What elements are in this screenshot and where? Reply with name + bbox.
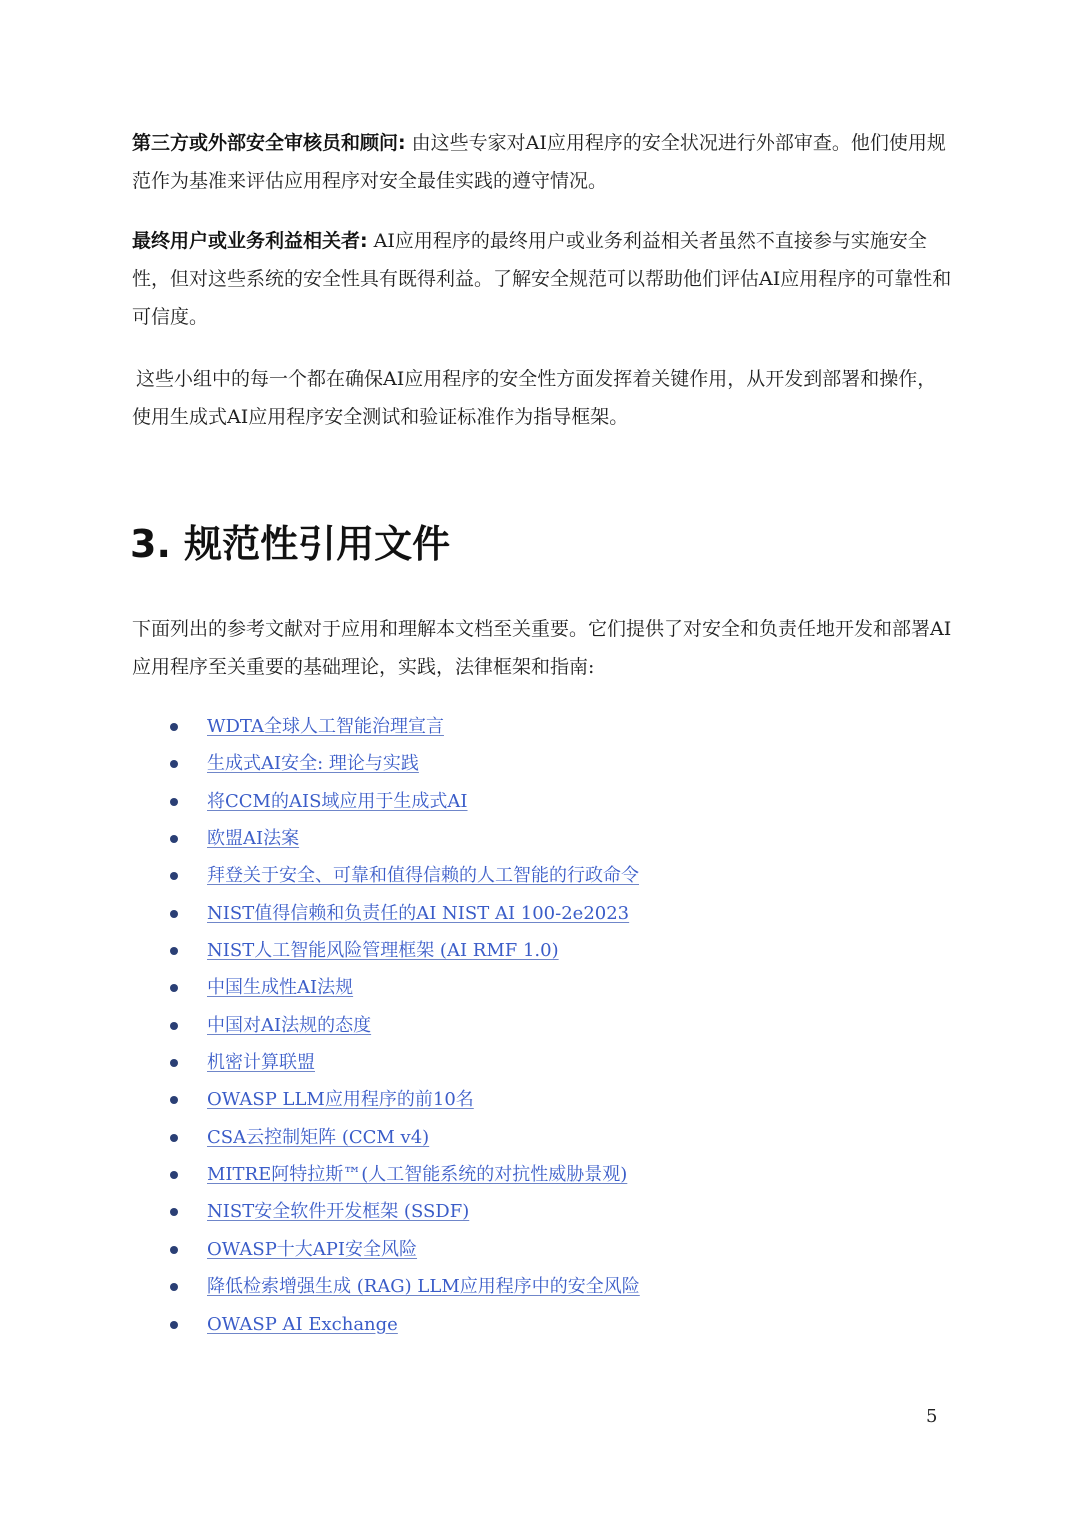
bullet-icon [170,760,178,768]
reference-item [0,1306,1080,1343]
reference-link[interactable]: 降低检索增强生成 (RAG) LLM应用程序中的安全风险 [207,1276,640,1298]
reference-item [0,1081,1080,1118]
bullet-icon [170,1096,178,1104]
bullet-icon [170,1321,178,1329]
reference-link[interactable]: NIST值得信赖和负责任的AI NIST AI 100-2e2023 [207,902,630,924]
bullet-icon [170,1022,178,1030]
reference-item [0,820,1080,857]
reference-link[interactable]: 将CCM的AIS域应用于生成式AI [207,790,468,812]
bullet-icon [170,798,178,806]
paragraph-summary: 这些小组中的每一个都在确保AI应用程序的安全性方面发挥着关键作用，从开发到部署和操作，使用生成式AI应用程序安全测试和验证标准作为指导框架。 [132,368,937,428]
reference-link[interactable]: OWASP十大API安全风险 [207,1238,418,1260]
bullet-icon [170,947,178,955]
reference-link[interactable]: OWASP LLM应用程序的前10名 [207,1089,474,1111]
bullet-icon [170,1246,178,1254]
reference-link[interactable]: NIST安全软件开发框架 (SSDF) [207,1201,470,1223]
bullet-icon [170,723,178,731]
reference-item [0,1231,1080,1268]
bullet-icon [170,835,178,843]
bullet-icon [170,1208,178,1216]
section-heading: 3. 规范性引用文件 [130,522,451,566]
bullet-icon [170,1283,178,1291]
reference-link[interactable]: MITRE阿特拉斯™(人工智能系统的对抗性威胁景观) [207,1164,628,1186]
paragraph-body: 由这些专家对AI应用程序的安全状况进行外部审查。他们使用规范作为基准来评估应用程序对安全最佳实践的遵守情况。 [132,132,946,192]
section-intro: 下面列出的参考文献对于应用和理解本文档至关重要。它们提供了对安全和负责任地开发和部署AI应用程序至关重要的基础理论，实践，法律框架和指南: [132,618,952,678]
bullet-icon [170,872,178,880]
reference-link[interactable]: WDTA全球人工智能治理宣言 [207,716,444,737]
bullet-icon [170,1171,178,1179]
reference-link[interactable]: NIST人工智能风险管理框架 (AI RMF 1.0) [207,940,559,962]
bullet-icon [170,910,178,918]
page-number: 5 [926,1406,938,1427]
reference-link[interactable]: 生成式AI安全: 理论与实践 [207,753,419,775]
paragraph-end-users [132,222,952,336]
reference-item [0,857,1080,894]
reference-item [0,1156,1080,1193]
reference-list [0,708,1080,1343]
reference-item [0,1007,1080,1044]
reference-item [0,745,1080,782]
reference-item [0,1119,1080,1156]
reference-item [0,895,1080,932]
reference-item [0,783,1080,820]
reference-link[interactable]: CSA云控制矩阵 (CCM v4) [207,1126,430,1148]
reference-item [0,708,1080,745]
paragraph-lead: 最终用户或业务利益相关者: [132,230,368,252]
reference-item [0,1193,1080,1230]
paragraph-lead: 第三方或外部安全审核员和顾问: [132,132,406,154]
reference-item [0,969,1080,1006]
reference-link[interactable]: 欧盟AI法案 [207,828,300,850]
reference-link[interactable]: 中国对AI法规的态度 [207,1014,372,1036]
reference-item [0,1268,1080,1305]
paragraph-auditors [132,124,952,200]
reference-link[interactable]: 中国生成性AI法规 [207,977,354,999]
bullet-icon [170,1059,178,1067]
bullet-icon [170,1134,178,1142]
bullet-icon [170,984,178,992]
reference-link[interactable]: 机密计算联盟 [207,1052,315,1074]
reference-item [0,932,1080,969]
reference-link[interactable]: 拜登关于安全、可靠和值得信赖的人工智能的行政命令 [207,865,639,887]
reference-link[interactable]: OWASP AI Exchange [207,1313,398,1335]
paragraph-body: AI应用程序的最终用户或业务利益相关者虽然不直接参与实施安全性，但对这些系统的安全性具有既得利益。了解安全规范可以帮助他们评估AI应用程序的可靠性和可信度。 [132,230,952,328]
reference-item [0,1044,1080,1081]
